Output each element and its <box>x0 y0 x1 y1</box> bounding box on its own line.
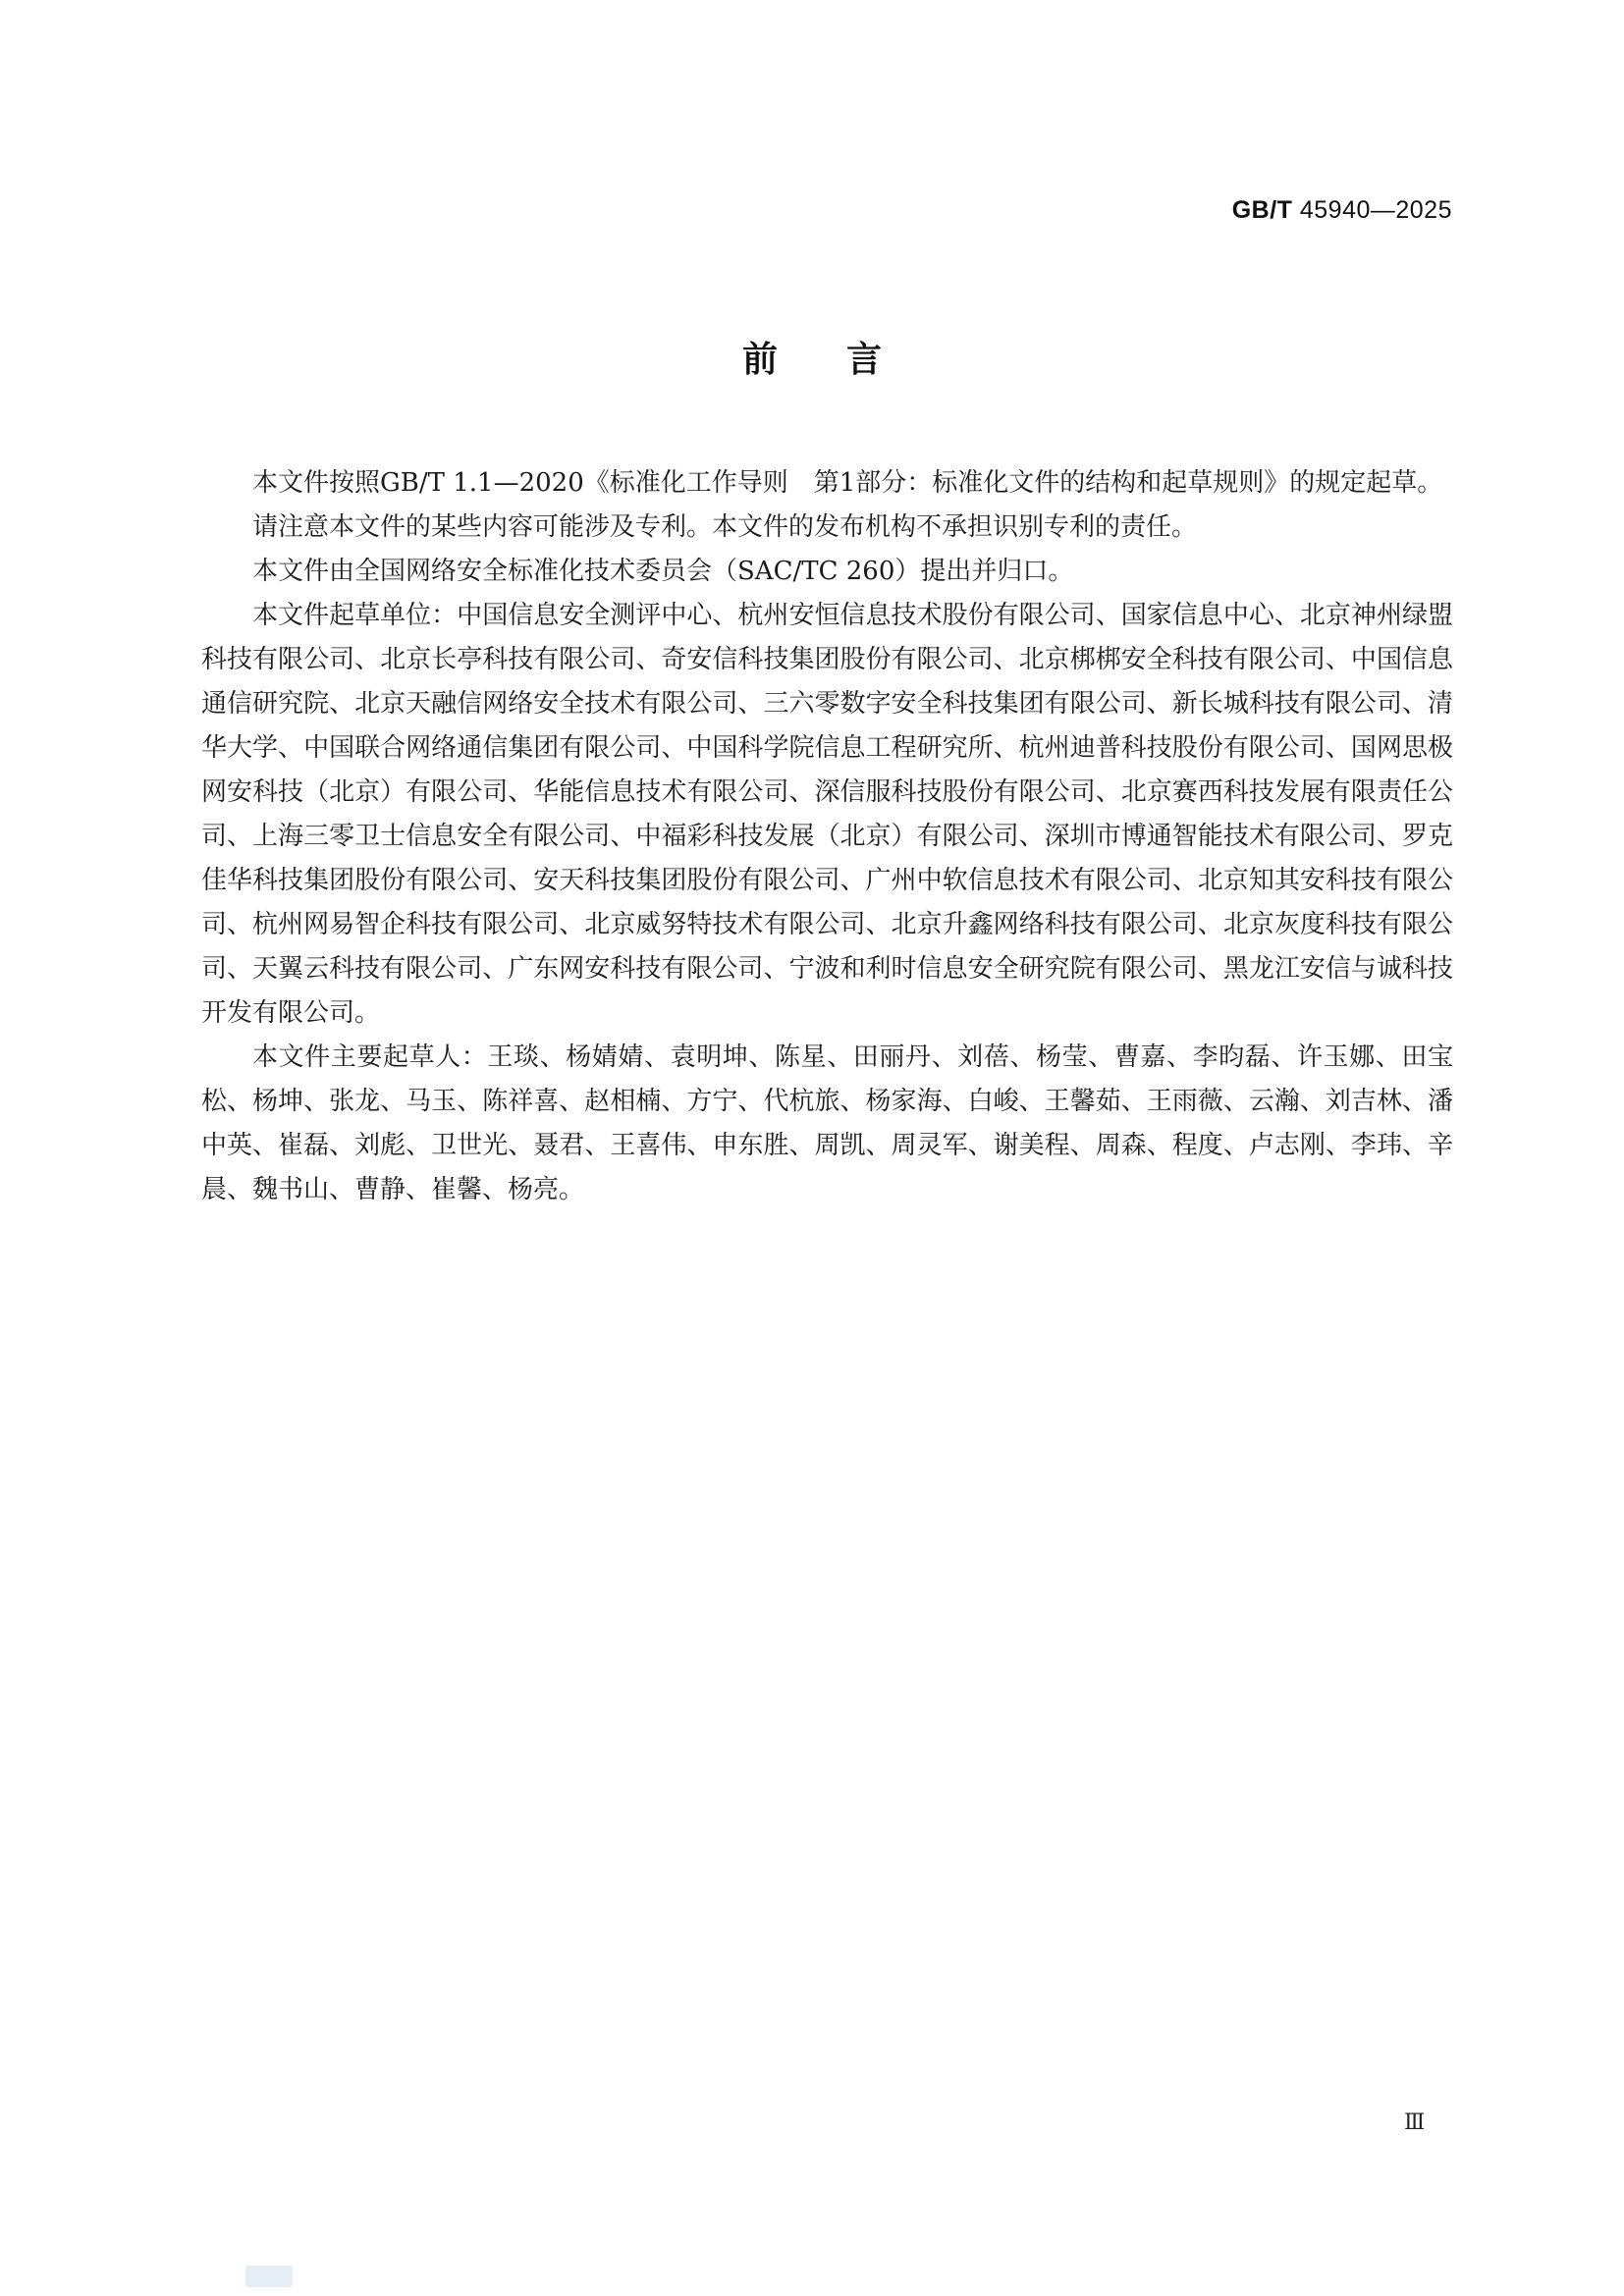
standard-serial: 45940—2025 <box>1299 196 1452 224</box>
paragraph-drafting-units: 本文件起草单位：中国信息安全测评中心、杭州安恒信息技术股份有限公司、国家信息中心、北京神州绿盟科技有限公司、北京长亭科技有限公司、奇安信科技集团股份有限公司、北京梆梆安全科技有限公司、中国信息通信研究院、北京天融信网络安全技术有限公司、三六零数字安全科技集团有限公司、新长城科技有限公司、清华大学、中国联合网络通信集团有限公司、中国科学院信息工程研究所、杭州迪普科技股份有限公司、国网思极网安科技（北京）有限公司、华能信息技术有限公司、深信服科技股份有限公司、北京赛西科技发展有限责任公司、上海三零卫士信息安全有限公司、中福彩科技发展（北京）有限公司、深圳市博通智能技术有限公司、罗克佳华科技集团股份有限公司、安天科技集团股份有限公司、广州中软信息技术有限公司、北京知其安科技有限公司、杭州网易智企科技有限公司、北京威努特技术有限公司、北京升鑫网络科技有限公司、北京灰度科技有限公司、天翼云科技有限公司、广东网安科技有限公司、宁波和利时信息安全研究院有限公司、黑龙江安信与诚科技开发有限公司。 <box>201 601 1453 1028</box>
sac-logo-icon <box>245 2266 293 2287</box>
paragraph-drafters: 本文件主要起草人：王琰、杨婧婧、袁明坤、陈星、田丽丹、刘蓓、杨莹、曹嘉、李昀磊、许玉娜、田宝松、杨坤、张龙、马玉、陈祥喜、赵相楠、方宁、代杭旅、杨家海、白峻、王馨茹、王雨薇、云瀚、刘吉林、潘中英、崔磊、刘彪、卫世光、聂君、王喜伟、申东胜、周凯、周灵军、谢美程、周森、程度、卢志刚、李玮、辛晨、魏书山、曹静、崔馨、杨亮。 <box>201 1042 1453 1204</box>
paragraph-patent-notice: 请注意本文件的某些内容可能涉及专利。本文件的发布机构不承担识别专利的责任。 <box>252 512 1198 542</box>
paragraph-drafting-rules: 本文件按照GB/T 1.1—2020《标准化工作导则 第1部分：标准化文件的结构和起草规则》的规定起草。 <box>252 468 1443 498</box>
standard-code: GB/T <box>1231 196 1293 224</box>
page-number: Ⅲ <box>1404 2110 1426 2135</box>
page-title: 前言 <box>741 340 950 380</box>
paragraph-proposer: 本文件由全国网络安全标准化技术委员会（SAC/TC 260）提出并归口。 <box>252 557 1074 586</box>
standard-number <box>1232 196 1452 225</box>
foreword-body <box>201 461 1453 1212</box>
